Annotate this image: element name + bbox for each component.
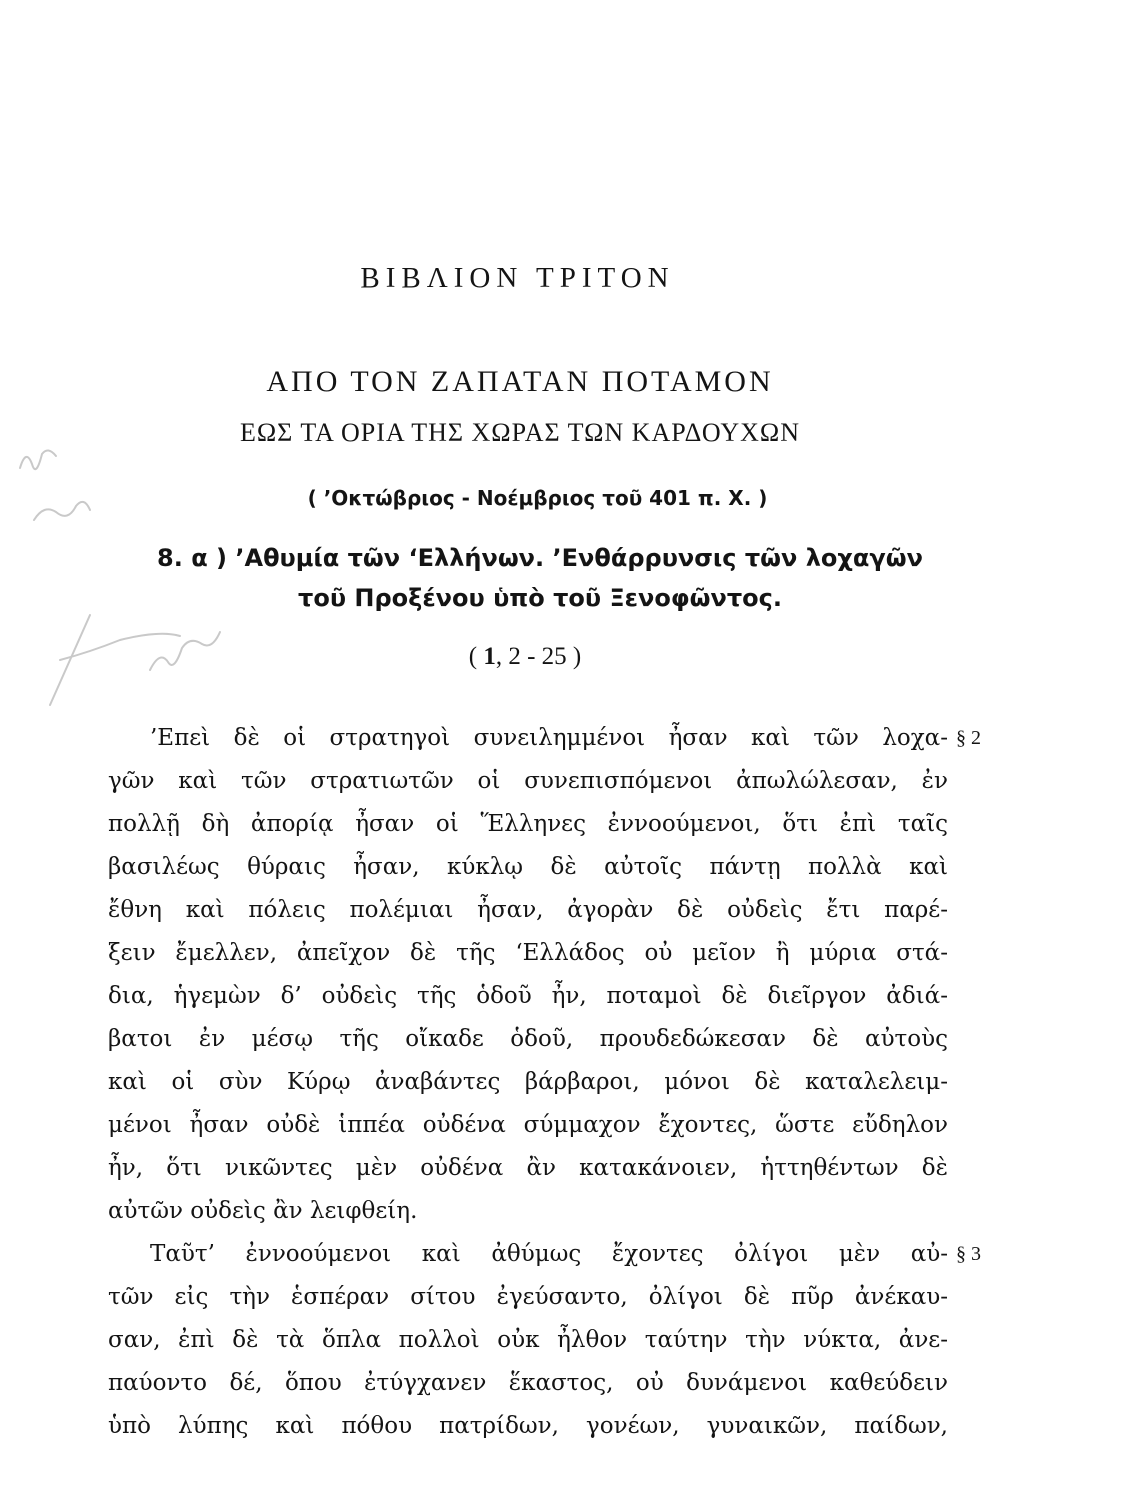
section-heading bbox=[90, 538, 990, 618]
text-line: βατοι ἐν μέσῳ τῆς οἴκαδε ὁδοῦ, προυδεδώκεσαν δὲ αὐτοὺς bbox=[108, 1026, 948, 1052]
section-heading-line-1: 8. α ) ’Αθυμία τῶν ‘Ελλήνων. ’Ενθάρρυνσις τῶν λοχαγῶν bbox=[157, 544, 923, 572]
text-line: σαν, ἐπὶ δὲ τὰ ὅπλα πολλοὶ οὐκ ἦλθον ταύτην τὴν νύκτα, ἀνε- bbox=[108, 1327, 948, 1353]
text-line: βασιλέως θύραις ἦσαν, κύκλῳ δὲ αὐτοῖς πάντῃ πολλὰ καὶ bbox=[108, 854, 948, 880]
text-line: ’Επεὶ δὲ οἱ στρατηγοὶ συνειλημμένοι ἦσαν καὶ τῶν λοχα- bbox=[150, 725, 948, 751]
text-line: ὑπὸ λύπης καὶ πόθου πατρίδων, γονέων, γυναικῶν, παίδων, bbox=[108, 1413, 948, 1439]
passage-reference bbox=[0, 643, 1050, 671]
reference-book: 1 bbox=[483, 643, 496, 670]
section-marker: § 2 bbox=[956, 727, 981, 749]
section-heading-line-2: τοῦ Προξένου ὑπὸ τοῦ Ξενοφῶντος. bbox=[298, 584, 782, 612]
reference-rest: , 2 - 25 ) bbox=[495, 643, 582, 670]
section-marker: § 3 bbox=[956, 1243, 981, 1265]
text-line: παύοντο δέ, ὅπου ἐτύγχανεν ἕκαστος, οὐ δυνάμενοι καθεύδειν bbox=[108, 1370, 948, 1396]
text-line: αὐτῶν οὐδεὶς ἂν λειφθείη. bbox=[108, 1198, 418, 1224]
text-line: τῶν εἰς τὴν ἑσπέραν σίτου ἐγεύσαντο, ὀλίγοι δὲ πῦρ ἀνέκαυ- bbox=[108, 1284, 948, 1310]
date-range: ( ’Οκτώβριος - Νοέμβριος τοῦ 401 π. Χ. ) bbox=[307, 486, 768, 510]
text-line: δια, ἡγεμὼν δ’ οὐδεὶς τῆς ὁδοῦ ἦν, ποταμοὶ δὲ διεῖργον ἀδιά- bbox=[108, 983, 948, 1009]
book-title: ΒΙΒΛΙΟΝ ΤΡΙΤΟΝ bbox=[360, 262, 675, 294]
chapter-title-line-1: ΑΠΟ ΤΟΝ ΖΑΠΑΤΑΝ ΠΟΤΑΜΟΝ bbox=[266, 365, 774, 398]
chapter-title-line-2: ΕΩΣ ΤΑ ΟΡΙΑ ΤΗΣ ΧΩΡΑΣ ΤΩΝ ΚΑΡΔΟΥΧΩΝ bbox=[239, 418, 801, 447]
text-line: Ταῦτ’ ἐννοούμενοι καὶ ἀθύμως ἔχοντες ὀλίγοι μὲν αὐ- bbox=[150, 1241, 948, 1267]
text-line: ἔθνη καὶ πόλεις πολέμιαι ἦσαν, ἀγορὰν δὲ οὐδεὶς ἔτι παρέ- bbox=[108, 897, 948, 923]
text-line: γῶν καὶ τῶν στρατιωτῶν οἱ συνεπισπόμενοι ἀπωλώλεσαν, ἐν bbox=[108, 768, 948, 794]
text-line: καὶ οἱ σὺν Κύρῳ ἀναβάντες βάρβαροι, μόνοι δὲ καταλελειμ- bbox=[108, 1069, 948, 1095]
text-line: ξειν ἔμελλεν, ἀπεῖχον δὲ τῆς ‘Ελλάδος οὐ μεῖον ἢ μύρια στά- bbox=[108, 940, 948, 966]
text-line: πολλῇ δὴ ἀπορίᾳ ἦσαν οἱ Ἕλληνες ἐννοούμενοι, ὅτι ἐπὶ ταῖς bbox=[108, 811, 948, 837]
text-line: ἦν, ὅτι νικῶντες μὲν οὐδένα ἂν κατακάνοιεν, ἡττηθέντων δὲ bbox=[108, 1155, 948, 1181]
reference-open: ( bbox=[468, 643, 484, 670]
text-line: μένοι ἦσαν οὐδὲ ἱππέα οὐδένα σύμμαχον ἔχοντες, ὥστε εὔδηλον bbox=[108, 1112, 948, 1138]
